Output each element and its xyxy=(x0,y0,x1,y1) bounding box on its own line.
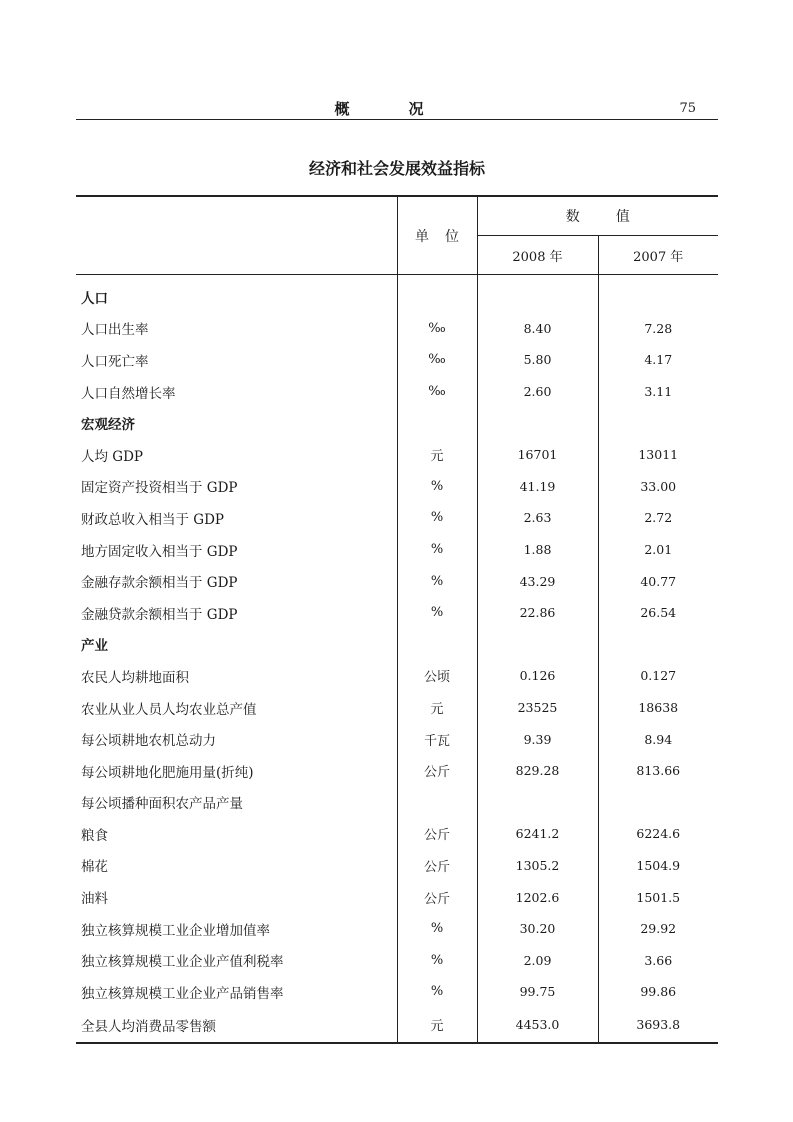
value-2007-cell: 33.00 xyxy=(598,471,718,503)
indicator-label: 人口死亡率 xyxy=(81,353,149,370)
unit-cell: 元 xyxy=(397,1008,477,1043)
unit-cell: 公顷 xyxy=(397,660,477,692)
value-2008-cell: 9.39 xyxy=(477,723,598,755)
indicator-label: 独立核算规模工业企业产值利税率 xyxy=(81,954,284,971)
unit-cell: 公斤 xyxy=(397,755,477,787)
table-row xyxy=(76,850,718,882)
year-2008-header: 2008 年 xyxy=(477,236,598,275)
table-row xyxy=(76,344,718,376)
value-2008-cell xyxy=(477,275,598,313)
table-body xyxy=(76,275,718,1043)
value-2007-cell: 2.01 xyxy=(598,534,718,566)
table-row xyxy=(76,881,718,913)
value-2007-cell: 1501.5 xyxy=(598,881,718,913)
indicator-label: 农业从业人员人均农业总产值 xyxy=(81,701,257,718)
table-row xyxy=(76,1008,718,1043)
unit-cell: % xyxy=(397,471,477,503)
header-blank-cell xyxy=(76,196,397,275)
value-2007-cell: 1504.9 xyxy=(598,850,718,882)
value-2007-cell: 813.66 xyxy=(598,755,718,787)
unit-cell: % xyxy=(397,944,477,976)
value-2008-cell: 2.60 xyxy=(477,376,598,408)
value-2007-cell: 0.127 xyxy=(598,660,718,692)
table-row xyxy=(76,818,718,850)
table-row xyxy=(76,787,718,819)
indicator-label: 固定资产投资相当于 GDP xyxy=(81,480,238,497)
unit-cell xyxy=(397,629,477,661)
unit-cell: 公斤 xyxy=(397,818,477,850)
indicator-label: 农民人均耕地面积 xyxy=(81,669,189,686)
table-row xyxy=(76,439,718,471)
value-2007-cell: 18638 xyxy=(598,692,718,724)
running-header-title: 概 况 xyxy=(334,100,446,118)
value-2007-cell: 3.66 xyxy=(598,944,718,976)
unit-column-header: 单位 xyxy=(397,196,477,275)
section-heading: 人口 xyxy=(81,290,108,307)
unit-cell: ‰ xyxy=(397,344,477,376)
indicator-label: 人口出生率 xyxy=(81,322,149,339)
value-2007-cell: 13011 xyxy=(598,439,718,471)
value-2008-cell: 2.63 xyxy=(477,502,598,534)
value-2008-cell: 41.19 xyxy=(477,471,598,503)
value-2008-cell: 23525 xyxy=(477,692,598,724)
indicator-label: 地方固定收入相当于 GDP xyxy=(81,543,238,560)
value-2008-cell: 0.126 xyxy=(477,660,598,692)
indicator-label: 金融存款余额相当于 GDP xyxy=(81,575,238,592)
table-row xyxy=(76,534,718,566)
table-row xyxy=(76,376,718,408)
value-2007-cell: 99.86 xyxy=(598,976,718,1008)
unit-cell: 元 xyxy=(397,439,477,471)
value-2008-cell: 1202.6 xyxy=(477,881,598,913)
indicator-label: 棉花 xyxy=(81,859,108,876)
value-2008-cell xyxy=(477,787,598,819)
year-2007-header: 2007 年 xyxy=(598,236,718,275)
value-2008-cell: 6241.2 xyxy=(477,818,598,850)
section-heading: 宏观经济 xyxy=(81,417,135,434)
table-row xyxy=(76,565,718,597)
value-2008-cell: 829.28 xyxy=(477,755,598,787)
page-number: 75 xyxy=(679,101,696,116)
indicator-label: 独立核算规模工业企业产品销售率 xyxy=(81,985,284,1002)
unit-cell: ‰ xyxy=(397,313,477,345)
table-row xyxy=(76,976,718,1008)
value-2008-cell: 8.40 xyxy=(477,313,598,345)
indicator-label: 全县人均消费品零售额 xyxy=(76,1008,397,1043)
value-2007-cell: 40.77 xyxy=(598,565,718,597)
value-2007-cell: 6224.6 xyxy=(598,818,718,850)
value-2008-cell: 1.88 xyxy=(477,534,598,566)
value-2007-cell: 7.28 xyxy=(598,313,718,345)
unit-cell: % xyxy=(397,976,477,1008)
table-row xyxy=(76,692,718,724)
header-rule xyxy=(76,119,718,120)
indicator-label: 粮食 xyxy=(81,827,108,844)
unit-cell xyxy=(397,787,477,819)
indicator-label: 每公顷耕地农机总动力 xyxy=(81,733,216,750)
unit-cell xyxy=(397,275,477,313)
indicator-label: 每公顷播种面积农产品产量 xyxy=(81,796,243,813)
value-2008-cell: 99.75 xyxy=(477,976,598,1008)
unit-cell: 元 xyxy=(397,692,477,724)
indicator-label: 独立核算规模工业企业增加值率 xyxy=(81,922,270,939)
value-2007-cell: 26.54 xyxy=(598,597,718,629)
table-row xyxy=(76,502,718,534)
unit-cell: ‰ xyxy=(397,376,477,408)
value-2008-cell: 2.09 xyxy=(477,944,598,976)
unit-cell: % xyxy=(397,534,477,566)
unit-cell: 公斤 xyxy=(397,850,477,882)
value-2008-cell: 5.80 xyxy=(477,344,598,376)
table-title: 经济和社会发展效益指标 xyxy=(308,159,485,178)
indicators-table xyxy=(76,195,718,1044)
indicator-label: 人均 GDP xyxy=(81,448,143,465)
indicator-label: 财政总收入相当于 GDP xyxy=(81,511,224,528)
table-row xyxy=(76,755,718,787)
unit-cell: % xyxy=(397,502,477,534)
value-2007-cell: 8.94 xyxy=(598,723,718,755)
indicator-label: 人口自然增长率 xyxy=(81,385,176,402)
table-row xyxy=(76,944,718,976)
indicator-label: 金融贷款余额相当于 GDP xyxy=(81,606,238,623)
value-2007-cell: 3.11 xyxy=(598,376,718,408)
table-row xyxy=(76,313,718,345)
unit-cell: % xyxy=(397,597,477,629)
value-2008-cell: 30.20 xyxy=(477,913,598,945)
value-2007-cell: 3693.8 xyxy=(598,1008,718,1043)
value-2007-cell: 4.17 xyxy=(598,344,718,376)
value-2007-cell xyxy=(598,787,718,819)
unit-cell: 公斤 xyxy=(397,881,477,913)
value-2008-cell: 4453.0 xyxy=(477,1008,598,1043)
value-2007-cell xyxy=(598,275,718,313)
value-2008-cell: 22.86 xyxy=(477,597,598,629)
table-row xyxy=(76,597,718,629)
table-row xyxy=(76,471,718,503)
values-column-header: 数值 xyxy=(477,196,718,236)
section-row xyxy=(76,275,718,313)
section-heading: 产业 xyxy=(81,638,108,655)
table-header xyxy=(76,196,718,275)
indicator-label: 每公顷耕地化肥施用量(折纯) xyxy=(81,764,254,781)
value-2008-cell: 1305.2 xyxy=(477,850,598,882)
unit-cell: % xyxy=(397,565,477,597)
section-row xyxy=(76,407,718,439)
table-row xyxy=(76,913,718,945)
value-2007-cell xyxy=(598,629,718,661)
indicator-label: 油料 xyxy=(81,891,108,908)
unit-cell: 千瓦 xyxy=(397,723,477,755)
value-2007-cell xyxy=(598,407,718,439)
table-row xyxy=(76,723,718,755)
unit-cell: % xyxy=(397,913,477,945)
value-2008-cell: 16701 xyxy=(477,439,598,471)
value-2007-cell: 29.92 xyxy=(598,913,718,945)
value-2008-cell xyxy=(477,407,598,439)
table-row xyxy=(76,660,718,692)
section-row xyxy=(76,629,718,661)
value-2007-cell: 2.72 xyxy=(598,502,718,534)
value-2008-cell: 43.29 xyxy=(477,565,598,597)
unit-cell xyxy=(397,407,477,439)
value-2008-cell xyxy=(477,629,598,661)
